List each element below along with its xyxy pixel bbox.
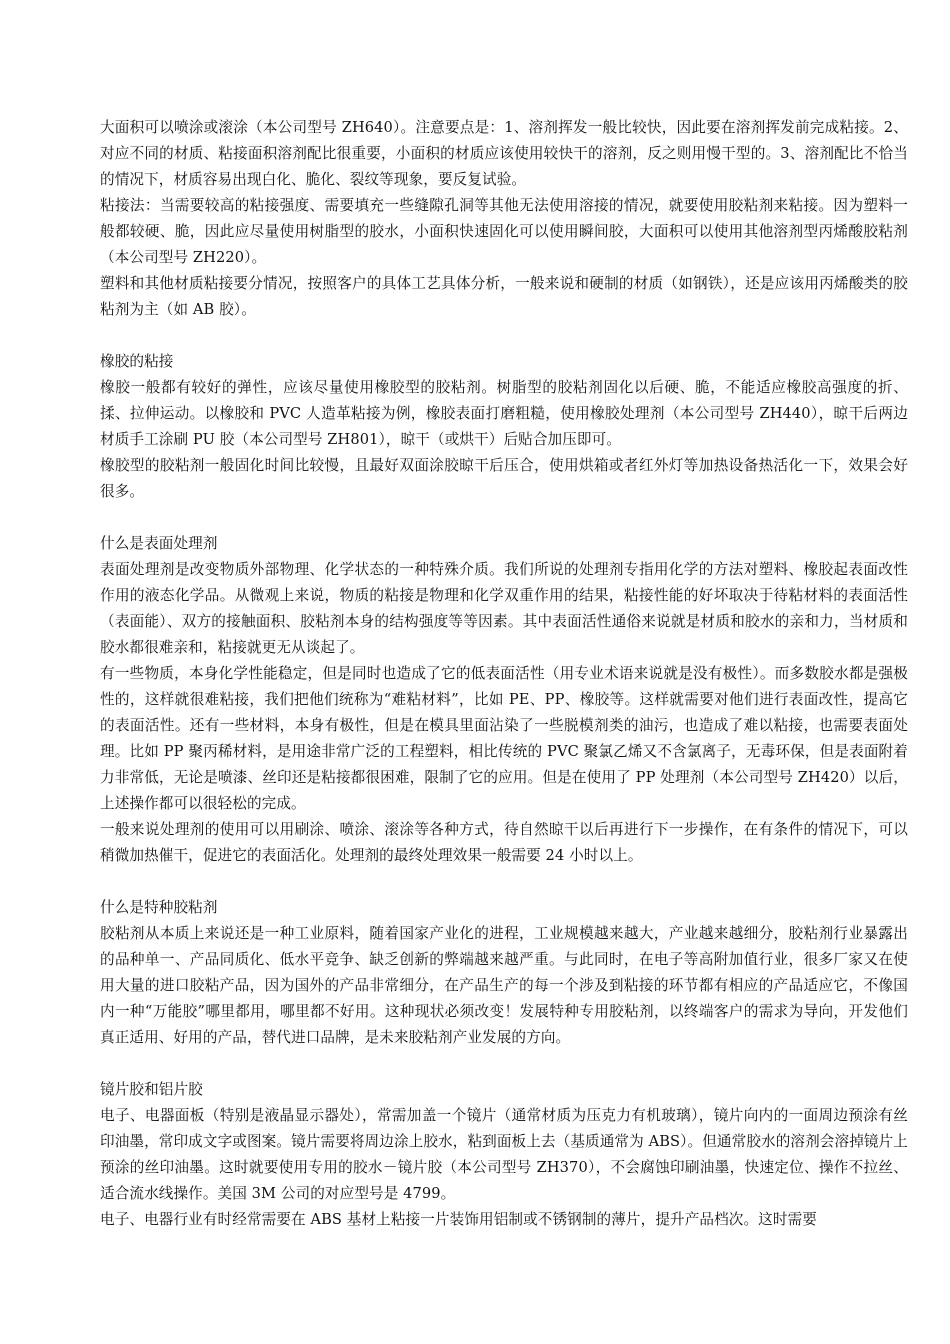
paragraph: 电子、电器行业有时经常需要在 ABS 基材上粘接一片装饰用铝制或不锈钢制的薄片，提升产品档次。这时需要 xyxy=(100,1211,817,1228)
document-page xyxy=(100,115,908,1233)
paragraph: 橡胶型的胶粘剂一般固化时间比较慢，且最好双面涂胶晾干后压合，使用烘箱或者红外灯等加热设备热活化一下，效果会好很多。 xyxy=(100,457,908,500)
paragraph: 胶粘剂从本质上来说还是一种工业原料，随着国家产业化的进程，工业规模越来越大，产业越来越细分，胶粘剂行业暴露出的品种单一、产品同质化、低水平竞争、缺乏创新的弊端越来越严重。与此同时，在电子等高附加值行业，很多厂家又在使用大量的进口胶粘产品，因为国外的产品非常细分，在产品生产的每一个涉及到粘接的环节都有相应的产品适应它，不像国内一种“万能胶”哪里都用，哪里都不好用。这种现状必须改变！发展特种专用胶粘剂，以终端客户的需求为导向，开发他们真正适用、好用的产品，替代进口品牌，是未来胶粘剂产业发展的方向。 xyxy=(100,925,908,1046)
paragraph: 表面处理剂是改变物质外部物理、化学状态的一种特殊介质。我们所说的处理剂专指用化学的方法对塑料、橡胶起表面改性作用的液态化学品。从微观上来说，物质的粘接是物理和化学双重作用的结果，粘接性能的好坏取决于待粘材料的表面活性（表面能）、双方的接触面积、胶粘剂本身的结构强度等等因素。其中表面活性通俗来说就是材质和胶水的亲和力，当材质和胶水都很难亲和，粘接就更无从谈起了。 xyxy=(100,561,908,656)
section-heading: 什么是表面处理剂 xyxy=(100,535,218,552)
section-heading: 什么是特种胶粘剂 xyxy=(100,899,218,916)
paragraph: 塑料和其他材质粘接要分情况，按照客户的具体工艺具体分析，一般来说和硬制的材质（如钢铁），还是应该用丙烯酸类的胶粘剂为主（如 AB 胶）。 xyxy=(100,275,908,318)
paragraph: 橡胶一般都有较好的弹性，应该尽量使用橡胶型的胶粘剂。树脂型的胶粘剂固化以后硬、脆，不能适应橡胶高强度的折、揉、拉伸运动。以橡胶和 PVC 人造革粘接为例，橡胶表面打磨粗糙，使用橡胶处理剂（本公司型号 ZH440），晾干后两边材质手工涂刷 PU 胶（本公司型号 ZH801），晾干（或烘干）后贴合加压即可。 xyxy=(100,379,908,448)
paragraph: 一般来说处理剂的使用可以用刷涂、喷涂、滚涂等各种方式，待自然晾干以后再进行下一步操作，在有条件的情况下，可以稍微加热催干，促进它的表面活化。处理剂的最终处理效果一般需要 24 小时以上。 xyxy=(100,821,908,864)
section-spacer xyxy=(100,1051,908,1077)
paragraph: 大面积可以喷涂或滚涂（本公司型号 ZH640）。注意要点是：1、溶剂挥发一般比较快，因此要在溶剂挥发前完成粘接。2、对应不同的材质、粘接面积溶剂配比很重要，小面积的材质应该使用较快干的溶剂，反之则用慢干型的。3、溶剂配比不恰当的情况下，材质容易出现白化、脆化、裂纹等现象，要反复试验。 xyxy=(100,119,908,188)
section-spacer xyxy=(100,869,908,895)
section-spacer xyxy=(100,505,908,531)
section-spacer xyxy=(100,323,908,349)
section-heading: 镜片胶和铝片胶 xyxy=(100,1081,203,1098)
section-heading: 橡胶的粘接 xyxy=(100,353,174,370)
paragraph: 有一些物质，本身化学性能稳定，但是同时也造成了它的低表面活性（用专业术语来说就是没有极性）。而多数胶水都是强极性的，这样就很难粘接，我们把他们统称为“难粘材料”，比如 PE、PP、橡胶等。这样就需要对他们进行表面改性，提高它的表面活性。还有一些材料，本身有极性，但是在模具里面沾染了一些脱模剂类的油污，也造成了难以粘接，也需要表面处理。比如 PP 聚丙稀材料，是用途非常广泛的工程塑料，相比传统的 PVC 聚氯乙烯又不含氯离子，无毒环保，但是表面附着力非常低，无论是喷漆、丝印还是粘接都很困难，限制了它的应用。但是在使用了 PP 处理剂（本公司型号 ZH420）以后，上述操作都可以很轻松的完成。 xyxy=(100,665,908,812)
paragraph: 粘接法：当需要较高的粘接强度、需要填充一些缝隙孔洞等其他无法使用溶接的情况，就要使用胶粘剂来粘接。因为塑料一般都较硬、脆，因此应尽量使用树脂型的胶水，小面积快速固化可以使用瞬间胶，大面积可以使用其他溶剂型丙烯酸胶粘剂（本公司型号 ZH220）。 xyxy=(100,197,908,266)
paragraph: 电子、电器面板（特别是液晶显示器处），常需加盖一个镜片（通常材质为压克力有机玻璃），镜片向内的一面周边预涂有丝印油墨，常印成文字或图案。镜片需要将周边涂上胶水，粘到面板上去（基质通常为 ABS）。但通常胶水的溶剂会溶掉镜片上预涂的丝印油墨。这时就要使用专用的胶水－镜片胶（本公司型号 ZH370），不会腐蚀印刷油墨，快速定位、操作不拉丝、适合流水线操作。美国 3M 公司的对应型号是 4799。 xyxy=(100,1107,908,1202)
